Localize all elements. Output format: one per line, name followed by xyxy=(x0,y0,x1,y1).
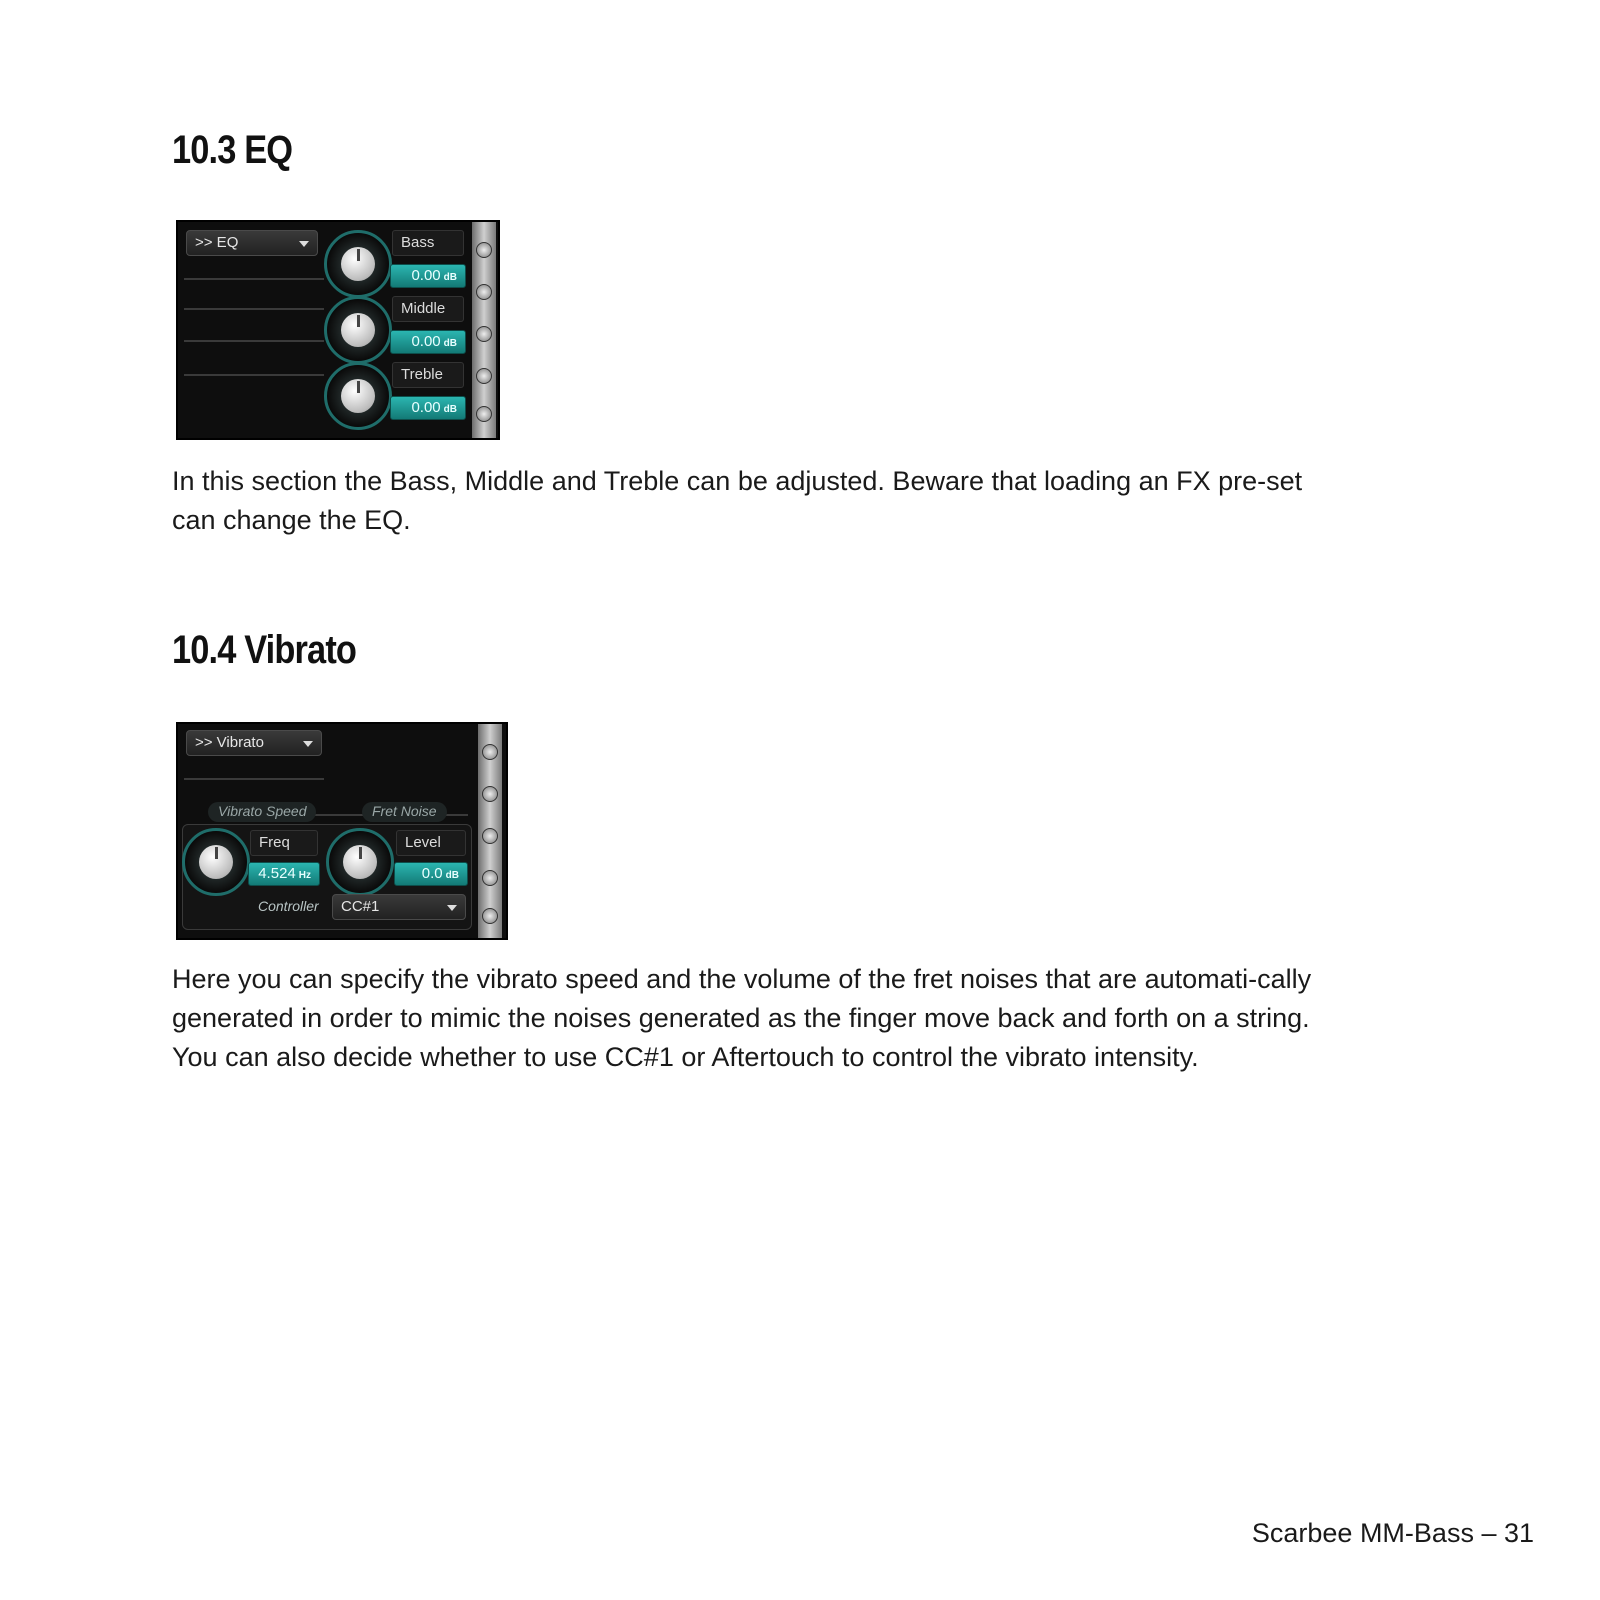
vibrato-speed-caption: Vibrato Speed xyxy=(208,802,316,822)
controller-value: CC#1 xyxy=(341,898,380,915)
vibrato-freq-knob[interactable] xyxy=(182,828,250,896)
eq-panel xyxy=(176,220,500,440)
level-label: Level xyxy=(396,830,466,856)
middle-value[interactable]: 0.00 dB xyxy=(390,330,466,354)
eq-heading: 10.3 EQ xyxy=(172,128,293,172)
vibrato-heading: 10.4 Vibrato xyxy=(172,628,357,672)
bass-knob[interactable] xyxy=(324,230,392,298)
vibrato-preset-dropdown[interactable] xyxy=(186,730,322,756)
treble-value[interactable]: 0.00 dB xyxy=(390,396,466,420)
treble-knob[interactable] xyxy=(324,362,392,430)
bass-label: Bass xyxy=(392,230,464,256)
fret-noise-caption: Fret Noise xyxy=(362,802,447,822)
fret-noise-level-knob[interactable] xyxy=(326,828,394,896)
controller-label: Controller xyxy=(258,898,319,914)
middle-label: Middle xyxy=(392,296,464,322)
treble-label: Treble xyxy=(392,362,464,388)
vibrato-panel xyxy=(176,722,508,940)
bridge-rail xyxy=(478,724,502,938)
eq-preset-dropdown[interactable] xyxy=(186,230,318,256)
page-footer: Scarbee MM-Bass – 31 xyxy=(1251,1518,1534,1548)
freq-value[interactable]: 4.524 Hz xyxy=(248,862,320,886)
bridge-rail xyxy=(472,222,496,438)
vibrato-description: Here you can specify the vibrato speed and the volume of the fret noises that are automati-cally generated in order to mimic the noises generated as the finger move back and forth on a string. You can also decide whether to use CC#1 or Aftertouch to control the vibrato intensity. xyxy=(172,964,1312,1072)
freq-label: Freq xyxy=(250,830,318,856)
controller-dropdown[interactable] xyxy=(332,894,466,920)
middle-knob[interactable] xyxy=(324,296,392,364)
level-value[interactable]: 0.0 dB xyxy=(394,862,468,886)
chevron-down-icon xyxy=(299,241,309,247)
vibrato-dropdown-label: >> Vibrato xyxy=(195,734,264,751)
eq-description: In this section the Bass, Middle and Treble can be adjusted. Beware that loading an FX pre-set can change the EQ. xyxy=(172,466,1303,535)
bass-value[interactable]: 0.00 dB xyxy=(390,264,466,288)
chevron-down-icon xyxy=(303,741,313,747)
eq-dropdown-label: >> EQ xyxy=(195,234,239,251)
chevron-down-icon xyxy=(447,905,457,911)
